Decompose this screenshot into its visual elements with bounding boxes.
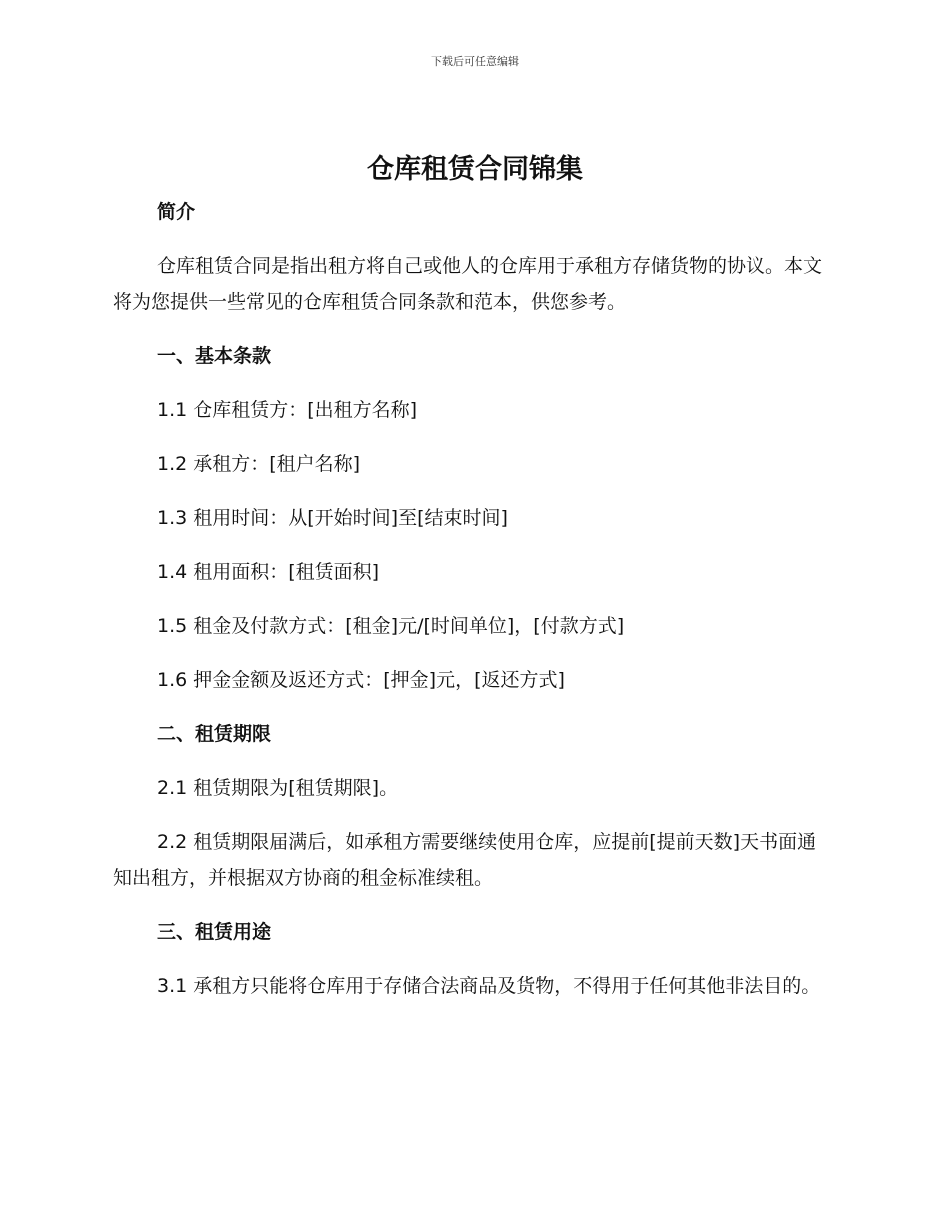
document-title: 仓库租赁合同锦集: [367, 154, 583, 185]
clause-1-4: 1.4 租用面积：[租赁面积]: [157, 561, 380, 583]
section-heading-lease-use: 三、租赁用途: [157, 921, 272, 943]
clause-1-5: 1.5 租金及付款方式：[租金]元/[时间单位]，[付款方式]: [157, 615, 625, 637]
intro-paragraph: 仓库租赁合同是指出租方将自己或他人的仓库用于承租方存储货物的协议。本文将为您提供一些常见的仓库租赁合同条款和范本，供您参考。: [113, 255, 823, 313]
clause-2-2: 2.2 租赁期限届满后，如承租方需要继续使用仓库，应提前[提前天数]天书面通知出租方，并根据双方协商的租金标准续租。: [113, 831, 817, 889]
header-note: 下载后可任意编辑: [431, 55, 519, 68]
clause-1-1: 1.1 仓库租赁方：[出租方名称]: [157, 399, 418, 421]
section-heading-lease-term: 二、租赁期限: [157, 723, 272, 745]
clause-1-2: 1.2 承租方：[租户名称]: [157, 453, 361, 475]
section-heading-basic-terms: 一、基本条款: [157, 345, 272, 367]
clause-3-1: 3.1 承租方只能将仓库用于存储合法商品及货物，不得用于任何其他非法目的。: [157, 975, 821, 997]
section-heading-intro: 简介: [157, 201, 196, 223]
clause-1-3: 1.3 租用时间：从[开始时间]至[结束时间]: [157, 507, 508, 529]
clause-1-6: 1.6 押金金额及返还方式：[押金]元，[返还方式]: [157, 669, 565, 691]
document-body: [113, 194, 833, 1022]
clause-2-1: 2.1 租赁期限为[租赁期限]。: [157, 777, 399, 799]
